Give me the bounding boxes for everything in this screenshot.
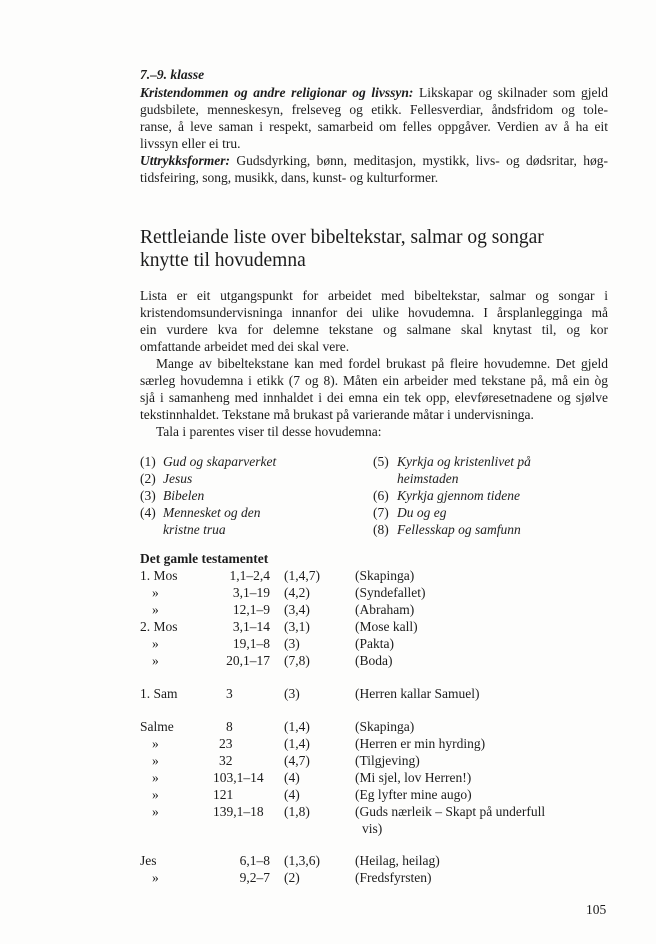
ot-book: »: [152, 804, 159, 819]
intro-paragraph-1-line-3: ranse, å leve saman i respekt, samarbeid om felles oppgåver. Verdien av å ha eit: [140, 119, 608, 134]
ot-ref: 6,1–8: [239, 853, 270, 868]
ot-themes: (1,4): [284, 736, 310, 751]
body-line: omfattande arbeidet med dei skal vere.: [140, 339, 350, 354]
theme-number: (5): [373, 454, 389, 469]
ot-book: »: [152, 736, 159, 751]
body-line: Lista er eit utgangspunkt for arbeidet med bibeltekstar, salmar og songar i: [140, 288, 608, 303]
ot-themes: (1,8): [284, 804, 310, 819]
intro-paragraph-1-line-4: livssyn eller ei tru.: [140, 136, 241, 151]
ot-themes: (7,8): [284, 653, 310, 668]
ot-themes: (1,4,7): [284, 568, 320, 583]
ot-ref: 139,1–18: [213, 804, 264, 819]
ot-title: (Fredsfyrsten): [355, 870, 432, 885]
ot-ref: 1,1–2,4: [229, 568, 270, 583]
body-line: særleg hovudemna i etikk (7 og 8). Måten ein arbeider med tekstane på, må ein òg: [140, 373, 608, 388]
theme-name: kristne trua: [163, 522, 226, 537]
ot-title: (Herren er min hyrding): [355, 736, 486, 751]
ot-book: 2. Mos: [140, 619, 178, 634]
theme-name: Bibelen: [163, 488, 205, 503]
ot-themes: (1,3,6): [284, 853, 320, 868]
theme-number: (1): [140, 454, 156, 469]
body-line: Mange av bibeltekstane kan med fordel brukast på fleire hovudemne. Det gjeld: [156, 356, 608, 371]
ot-title: (Herren kallar Samuel): [355, 686, 480, 701]
theme-name: Fellesskap og samfunn: [397, 522, 521, 537]
section-heading-line-2: knytte til hovudemna: [140, 250, 306, 271]
paragraph-text: Likskapar og skilnader som gjeld: [419, 85, 608, 100]
ot-ref: 103,1–14: [213, 770, 264, 785]
ot-ref: 12,1–9: [232, 602, 270, 617]
ot-themes: (3): [284, 636, 300, 651]
theme-name: Du og eg: [397, 505, 447, 520]
ot-ref: 32: [219, 753, 233, 768]
grade-heading: 7.–9. klasse: [140, 67, 205, 82]
intro-paragraph-1-line-1: [140, 84, 608, 101]
ot-book: »: [152, 636, 159, 651]
ot-book: 1. Sam: [140, 686, 178, 701]
ot-title: (Tilgjeving): [355, 753, 420, 768]
ot-ref: 121: [213, 787, 234, 802]
body-line: ein vurdere kva for delemne tekstane og salmane skal knytast til, og kor: [140, 322, 608, 337]
body-line: kristendomsundervisninga innanfor dei ulike hovudemna. I årsplanlegginga må: [140, 305, 608, 320]
page-number: 105: [586, 902, 607, 917]
body-line: sjå i samanheng med innhaldet i dei emna ein tek opp, elevføresetnadene og sjølve: [140, 390, 608, 405]
ot-themes: (4): [284, 770, 300, 785]
ot-ref: 20,1–17: [226, 653, 270, 668]
theme-name: Jesus: [163, 471, 193, 486]
intro-paragraph-1-line-2: gudsbilete, menneskesyn, frelseveg og etikk. Fellesverdiar, åndsfridom og tole-: [140, 102, 608, 117]
ot-book: »: [152, 602, 159, 617]
ot-themes: (4,2): [284, 585, 310, 600]
ot-title: (Boda): [355, 653, 393, 668]
ot-title-continued: vis): [362, 821, 383, 836]
theme-name: Kyrkja og kristenlivet på: [397, 454, 531, 469]
ot-themes: (4,7): [284, 753, 310, 768]
ot-ref: 23: [219, 736, 233, 751]
ot-ref: 3,1–14: [232, 619, 270, 634]
ot-book: »: [152, 653, 159, 668]
ot-book: »: [152, 787, 159, 802]
theme-number: (4): [140, 505, 156, 520]
ot-ref: 3,1–19: [232, 585, 270, 600]
ot-book: Salme: [140, 719, 174, 734]
ot-themes: (1,4): [284, 719, 310, 734]
theme-name: Gud og skaparverket: [163, 454, 277, 469]
body-line: tekstinnhaldet. Tekstane må brukast på varierande måtar i undervisninga.: [140, 407, 534, 422]
ot-title: (Skapinga): [355, 568, 415, 583]
ot-title: (Mi sjel, lov Herren!): [355, 770, 472, 785]
ot-book: »: [152, 585, 159, 600]
ot-book: 1. Mos: [140, 568, 178, 583]
ot-book: »: [152, 870, 159, 885]
ot-ref: 3: [226, 686, 233, 701]
ot-book: »: [152, 753, 159, 768]
ot-book: »: [152, 770, 159, 785]
ot-book: Jes: [140, 853, 157, 868]
theme-number: (3): [140, 488, 156, 503]
ot-themes: (2): [284, 870, 300, 885]
ot-title: (Guds nærleik – Skapt på underfull: [355, 804, 546, 819]
theme-number: (7): [373, 505, 389, 520]
ot-ref: 19,1–8: [232, 636, 270, 651]
theme-number: (2): [140, 471, 156, 486]
paragraph-lead: Kristendommen og andre religionar og livssyn:: [140, 85, 414, 100]
intro-paragraph-2-line-2: tidsfeiring, song, musikk, dans, kunst- og kulturformer.: [140, 170, 439, 185]
ot-ref: 9,2–7: [239, 870, 270, 885]
ot-themes: (4): [284, 787, 300, 802]
theme-name: Kyrkja gjennom tidene: [397, 488, 520, 503]
ot-themes: (3,1): [284, 619, 310, 634]
theme-number: (8): [373, 522, 389, 537]
paragraph-lead: Uttrykksformer:: [140, 153, 230, 168]
theme-name: Mennesket og den: [163, 505, 261, 520]
ot-title: (Mose kall): [355, 619, 418, 634]
ot-title: (Skapinga): [355, 719, 415, 734]
theme-name: heimstaden: [397, 471, 459, 486]
ot-section-title: Det gamle testamentet: [140, 551, 269, 566]
ot-title: (Syndefallet): [355, 585, 426, 600]
intro-paragraph-2-line-1: [140, 152, 608, 169]
body-line: Tala i parentes viser til desse hovudemna:: [156, 424, 382, 439]
ot-title: (Pakta): [355, 636, 394, 651]
ot-title: (Eg lyfter mine augo): [355, 787, 472, 802]
ot-title: (Heilag, heilag): [355, 853, 440, 868]
section-heading-line-1: Rettleiande liste over bibeltekstar, salmar og songar: [140, 227, 544, 248]
ot-themes: (3,4): [284, 602, 310, 617]
paragraph-text: Gudsdyrking, bønn, meditasjon, mystikk, livs- og dødsritar, høg-: [236, 153, 608, 168]
ot-ref: 8: [226, 719, 233, 734]
ot-themes: (3): [284, 686, 300, 701]
theme-number: (6): [373, 488, 389, 503]
ot-title: (Abraham): [355, 602, 415, 617]
